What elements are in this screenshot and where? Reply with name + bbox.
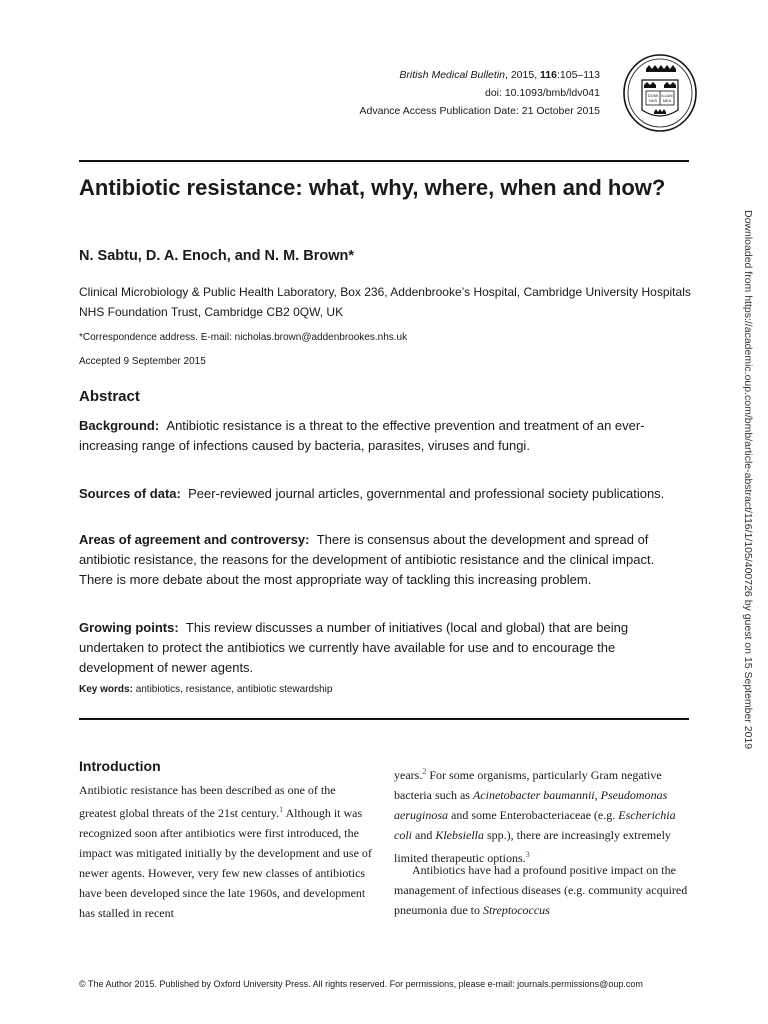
reference-link-1[interactable]: 1: [279, 805, 284, 814]
author-affiliation: Clinical Microbiology & Public Health Laboratory, Box 236, Addenbrooke’s Hospital, Cambridge University Hospitals NHS Foundation Trust, Cambridge CB2 0QW, UK: [79, 285, 691, 319]
oxford-university-seal-icon: [619, 52, 701, 134]
reference-link-3[interactable]: 3: [525, 850, 530, 859]
abstract-sources-label: Sources of data:: [79, 486, 181, 501]
advance-access-date: Advance Access Publication Date: 21 October 2015: [359, 105, 600, 117]
organism-escherichia: Escherichia coli: [394, 808, 676, 842]
svg-text:ILLUM: ILLUM: [661, 94, 673, 98]
abstract-growing-label: Growing points:: [79, 620, 179, 635]
abstract-growing-text: This review discusses a number of initiatives (local and global) that are being undertaken to protect the antibiotics we currently have available for use and to encourage the development of newer agents.: [79, 620, 629, 675]
organism-pseudomonas: Pseudomonas aeruginosa: [394, 788, 668, 822]
intro-right-text-b: For some organisms, particularly Gram negative bacteria such as: [394, 768, 662, 802]
abstract-background-label: Background:: [79, 418, 160, 433]
svg-text:DOMI: DOMI: [648, 94, 658, 98]
header-divider: [79, 160, 689, 162]
keywords-label: Key words:: [79, 684, 133, 695]
author-list: N. Sabtu, D. A. Enoch, and N. M. Brown*: [79, 248, 354, 264]
journal-year: , 2015,: [505, 69, 541, 81]
intro-right-text-f: spp.), there are increasingly extremely limited therapeutic options.: [394, 828, 671, 865]
abstract-divider: [79, 718, 689, 720]
journal-name: British Medical Bulletin: [399, 69, 505, 81]
reference-link-2[interactable]: 2: [422, 767, 427, 776]
svg-text:NUS: NUS: [648, 99, 658, 103]
intro-right-text-a: years.: [394, 768, 423, 782]
intro-right-text-e: and: [412, 828, 436, 842]
download-sidebar: [742, 210, 754, 810]
abstract-sources: [79, 484, 691, 504]
accepted-date: Accepted 9 September 2015: [79, 356, 206, 367]
abstract-sources-text: Peer-reviewed journal articles, governmental and professional society publications.: [188, 486, 665, 501]
keywords: [79, 684, 332, 695]
organism-acinetobacter: Acinetobacter baumannii: [472, 788, 595, 802]
journal-volume: 116: [540, 69, 557, 81]
journal-citation: [360, 66, 600, 84]
intro-right-text-d: and some Enterobacteriaceae (e.g.: [448, 808, 619, 822]
abstract-areas-text: There is consensus about the development and spread of antibiotic resistance, the reasons for the development of antibiotic resistance and the clinical impact. There is more debate about the most appropriate way of tackling this increasing problem.: [79, 532, 655, 587]
intro-left-column: [79, 780, 375, 923]
article-title: Antibiotic resistance: what, why, where, when and how?: [79, 175, 666, 200]
intro-right-paragraph-2: [394, 860, 690, 920]
journal-info: [360, 66, 600, 120]
download-notice: Downloaded from https://academic.oup.com/bmb/article-abstract/116/1/105/400726 by guest on 15 September 2019: [742, 210, 754, 750]
intro-right-text-c: ,: [594, 788, 601, 802]
journal-doi[interactable]: doi: 10.1093/bmb/ldv041: [484, 87, 600, 99]
abstract-growing-points: [79, 618, 691, 678]
introduction-heading: Introduction: [79, 758, 161, 774]
intro-left-text-b: Although it was recognized soon after antibiotics were first introduced, the impact was mitigated initially by the development and use of newer agents. However, very few new classes of antibiotics have been developed since the late 1960s, and development has stalled in recent: [79, 806, 372, 920]
abstract-heading: Abstract: [79, 388, 140, 405]
abstract-background-text: Antibiotic resistance is a threat to the effective prevention and treatment of an ever-increasing range of infections caused by bacteria, parasites, viruses and fungi.: [79, 418, 645, 453]
journal-pages: :105–113: [556, 69, 600, 81]
abstract-areas: [79, 530, 691, 590]
organism-klebsiella: Klebsiella: [435, 828, 484, 842]
intro-right-column: [394, 762, 690, 868]
keywords-text: antibiotics, resistance, antibiotic stewardship: [135, 684, 333, 695]
intro-right2-text: Antibiotics have had a profound positive impact on the management of infectious diseases (e.g. community acquired pneumonia due to: [394, 863, 688, 917]
abstract-background: [79, 416, 691, 456]
abstract-areas-label: Areas of agreement and controversy:: [79, 532, 310, 547]
organism-streptococcus: Streptococcus: [482, 903, 550, 917]
intro-left-text-a: Antibiotic resistance has been described as one of the greatest global threats of the 21st century.: [79, 783, 336, 820]
copyright-footer: © The Author 2015. Published by Oxford University Press. All rights reserved. For permissions, please e-mail: journals.permissions@oup.com: [79, 979, 643, 989]
correspondence-address: *Correspondence address. E-mail: nicholas.brown@addenbrookes.nhs.uk: [79, 332, 408, 343]
svg-text:MEA: MEA: [662, 99, 672, 103]
